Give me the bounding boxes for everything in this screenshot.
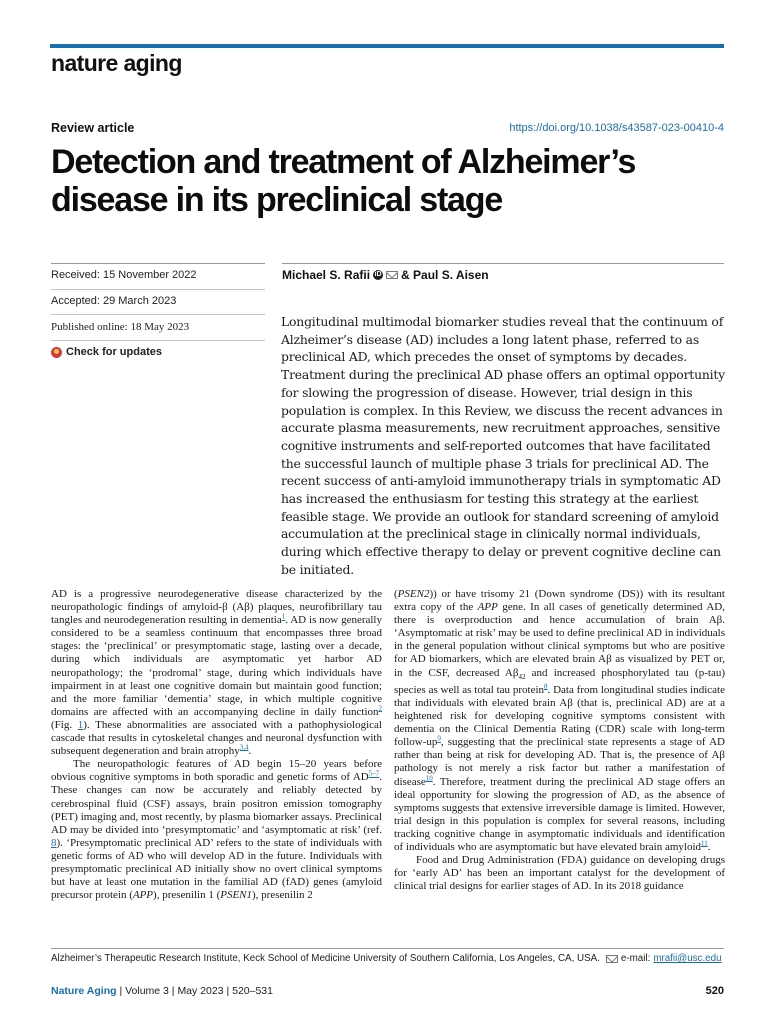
accepted-date: Accepted: 29 March 2023 <box>51 295 177 307</box>
authors-divider <box>282 263 724 264</box>
citation-link[interactable]: 1 <box>281 612 286 621</box>
body-column-left <box>51 588 382 902</box>
meta-divider <box>51 340 265 341</box>
doi-link[interactable]: https://doi.org/10.1038/s43587-023-00410-4 <box>509 122 724 134</box>
journal-name-link[interactable]: Nature Aging <box>51 985 117 997</box>
journal-citation <box>51 985 273 997</box>
citation-link[interactable]: 3,4 <box>239 743 249 752</box>
body-paragraph: The neuropathologic features of AD begin 15–20 years before obvious cognitive symptoms in both sporadic and genetic forms of AD$^{5-7}$. These changes can now be accurately and reliably detected by cerebrospinal fluid (CSF) assays, brain positron emission tomography (PET) imaging and, most recently, by plasma biomarker assays. Preclinical AD may be divided into ‘presymptomatic’ and ‘asymptomatic at risk’ (ref. 8). ‘Presymptomatic preclinical AD’ refers to the state of individuals with genetic forms of AD who will develop AD in the future. Individuals with presymptomatic preclinical AD initially show no overt clinical symptoms but have at least one mutation in the familial AD (fAD) genes (amyloid precursor protein (APP), presenilin 1 (PSEN1), presenilin 2 <box>51 758 382 902</box>
received-date: Received: 15 November 2022 <box>51 269 197 281</box>
meta-divider <box>51 289 265 290</box>
citation-link[interactable]: 2 <box>378 704 382 713</box>
journal-header-bar <box>50 44 724 48</box>
page-number: 520 <box>705 985 724 997</box>
email-label: e-mail: <box>620 953 651 964</box>
author-list <box>282 268 489 282</box>
citation-link[interactable]: 9 <box>437 734 441 743</box>
email-icon[interactable] <box>386 271 398 279</box>
figure-link[interactable]: 1 <box>77 718 84 731</box>
abstract: Longitudinal multimodal biomarker studies reveal that the continuum of Alzheimer’s disease (AD) includes a long latent phase, referred to as preclinical AD, which precedes the onset of symptoms by decades. Treatment during the preclinical AD phase offers an optimal opportunity for slowing the progression of disease. However, trial design in this population is complex. In this Review, we discuss the recent advances in accurate plasma measurements, new recruitment approaches, sensitive cognitive instruments and self-reported outcomes that have facilitated the successful launch of multiple phase 3 trials for preclinical AD. The recent success of anti-amyloid immunotherapy trials in symptomatic AD has increased the enthusiasm for testing this strategy at the earliest feasible stage. We provide an outlook for standard screening of amyloid accumulation at the preclinical stage in clinically normal individuals, during which effective therapy to delay or prevent cognitive decline can be initiated. <box>281 314 725 577</box>
orcid-icon[interactable]: iD <box>374 271 382 278</box>
published-date: Published online: 18 May 2023 <box>51 321 190 333</box>
author-name[interactable]: & Paul S. Aisen <box>401 268 489 282</box>
email-link[interactable]: mrafii@usc.edu <box>653 953 722 964</box>
affiliation-note <box>51 953 722 964</box>
article-type-label: Review article <box>51 121 135 135</box>
body-paragraph: AD is a progressive neurodegenerative disease characterized by the neuropathologic findings of amyloid-β (Aβ) plaques, neurofibrillary tau tangles and neurodegeneration resulting in dementia$^1$. AD is now generally considered to be a seamless continuum that encompasses three broad stages: the ‘preclinical’ or presymptomatic stage, lasting over a decade, during which individuals are asymptomatic yet harbor AD neuropathology; the ‘prodromal’ stage, during which individuals have impairment in at least one cognitive domain but maintain good function; and the more familiar ‘dementia’ stage, in which multiple cognitive domains are affected with an accompanying decline in daily function$^2$ (Fig. 1). These abnormalities are associated with a pathophysiological cascade that results in cytoskeletal changes and neuronal dysfunction with subsequent degeneration and brain atrophy$^{3,4}$. <box>51 588 382 758</box>
citation-link[interactable]: 10 <box>425 773 433 782</box>
citation-link[interactable]: 8 <box>544 682 548 691</box>
body-column-right <box>394 588 725 893</box>
citation-link[interactable]: 8 <box>51 836 57 849</box>
footer-divider <box>51 948 724 949</box>
meta-divider <box>51 314 265 315</box>
email-icon <box>606 955 618 963</box>
journal-logo: nature aging <box>51 50 182 76</box>
citation-link[interactable]: 5–7 <box>368 769 380 778</box>
crossmark-icon <box>51 347 62 358</box>
author-name[interactable]: Michael S. Rafii <box>282 268 371 282</box>
citation-link[interactable]: 11 <box>701 839 708 848</box>
affiliation-text: Alzheimer’s Therapeutic Research Institute, Keck School of Medicine University of Southern California, Los Angeles, CA, USA. <box>51 953 600 964</box>
body-paragraph: (PSEN2)) or have trisomy 21 (Down syndrome (DS)) with its resultant extra copy of the APP gene. In all cases of genetically determined AD, there is overproduction and hence accumulation of brain Aβ. ‘Asymptomatic at risk’ may be used to define preclinical AD in individuals in the general population without clinical symptoms but who are positive for AD biomarkers, which are elevated brain Aβ as visualized by PET or, in the CSF, decreased $A\beta_{42}$ and increased phosphorylated tau (p-tau) species as well as total tau protein$^8$. Data from longitudinal studies indicate that individuals with elevated brain Aβ (that is, preclinical AD) are at a heightened risk for developing cognitive symptoms consistent with dementia on the Clinical Dementia Rating (CDR) scale with long-term follow-up$^9$, suggesting that the preclinical state represents a stage of AD rather than being at risk for developing AD. That is, the presence of Aβ pathology is not merely a risk factor but rather a manifestation of disease$^{10}$. Therefore, treatment during the preclinical AD stage offers an ideal opportunity for slowing the progression of AD, as the absence of symptoms suggests that extensive irreversible damage is limited. However, trial design in this population is complex for several reasons, including tracking cognitive change in asymptomatic individuals and identification of individuals who are asymptomatic but have elevated brain amyloid$^{11}$. <box>394 588 725 853</box>
check-for-updates-label: Check for updates <box>66 346 162 358</box>
article-title: Detection and treatment of Alzheimer’s disease in its preclinical stage <box>51 143 636 219</box>
check-for-updates-button[interactable] <box>51 346 265 358</box>
body-paragraph: Food and Drug Administration (FDA) guidance on developing drugs for ‘early AD’ has been an important catalyst for the development of clinical trial designs for earlier stages of AD. In its 2018 guidance <box>394 854 725 893</box>
issue-info: | Volume 3 | May 2023 | 520–531 <box>119 985 273 997</box>
meta-divider <box>51 263 265 264</box>
